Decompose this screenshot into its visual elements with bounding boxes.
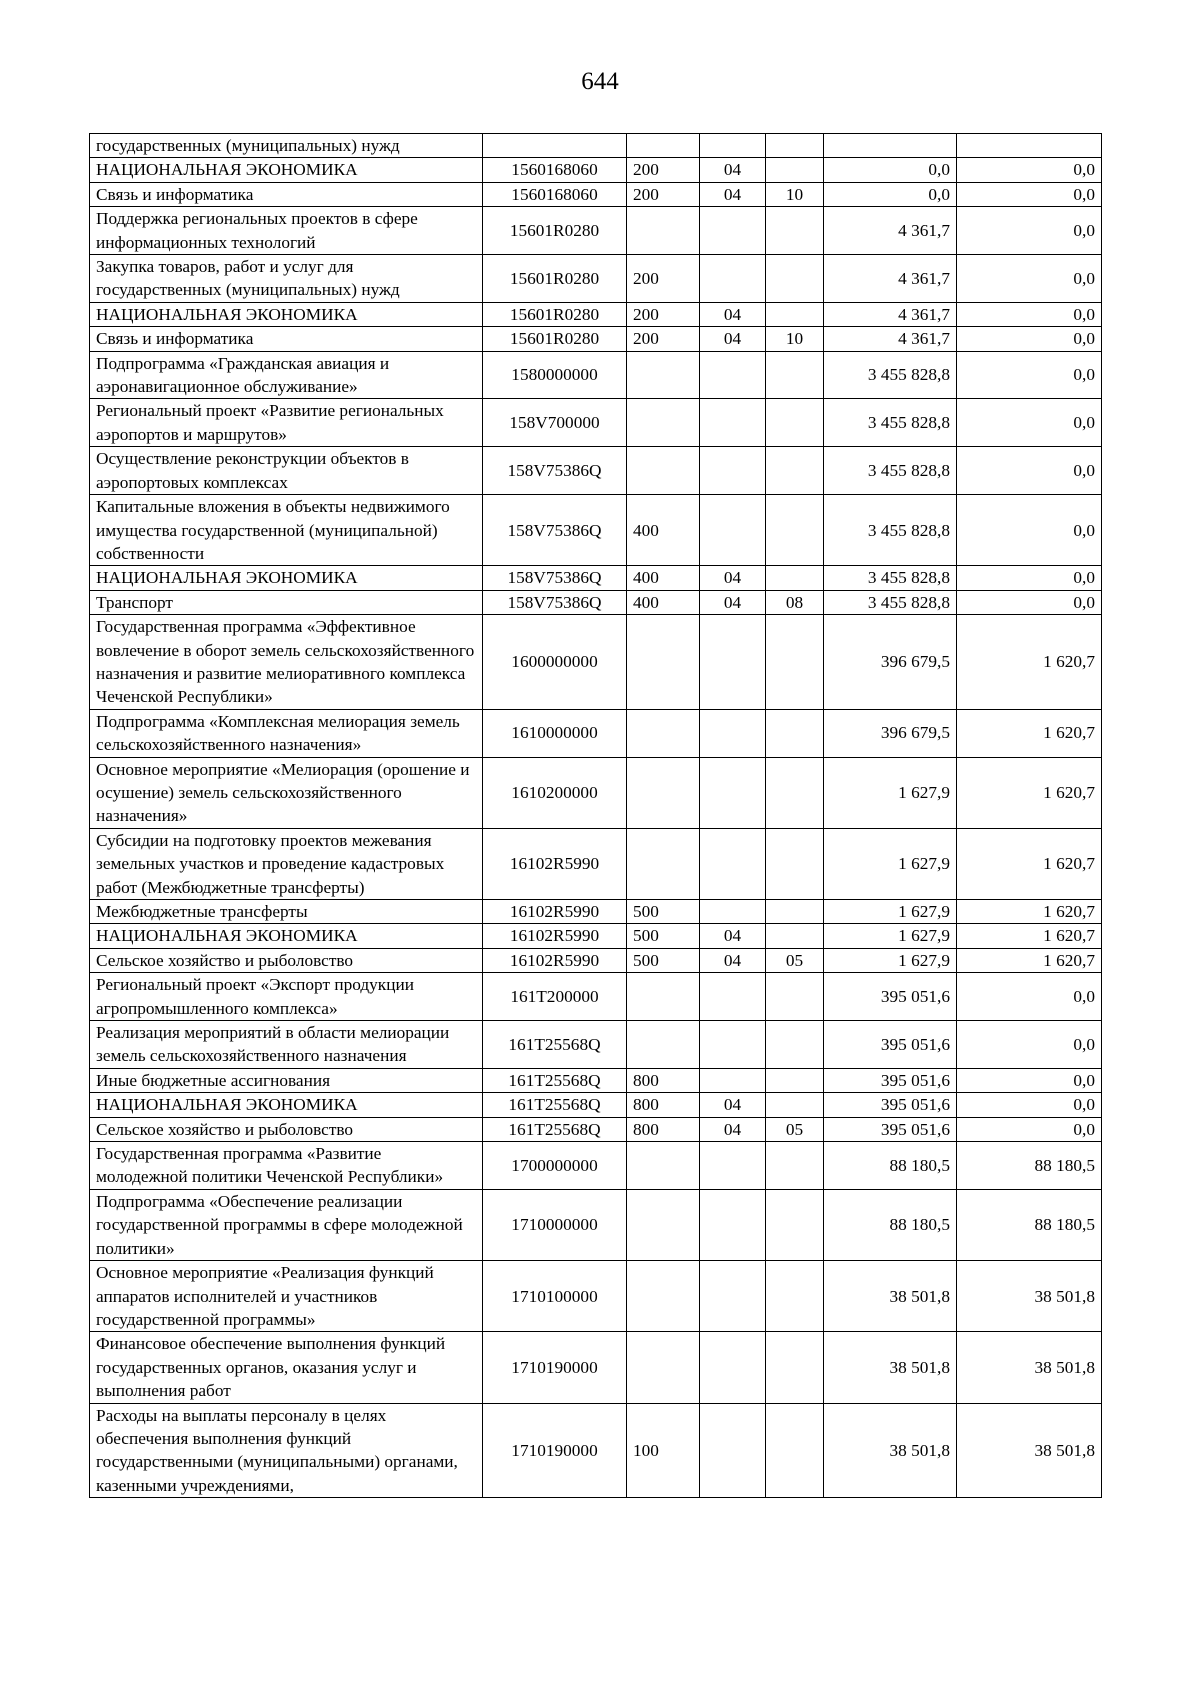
- expense-type-cell: [627, 757, 700, 828]
- section-cell: [700, 973, 766, 1021]
- amount-cell-1: 395 051,6: [824, 1117, 957, 1141]
- row-name-cell: Капитальные вложения в объекты недвижимого имущества государственной (муниципальной) собственности: [90, 495, 483, 566]
- section-cell: [700, 1403, 766, 1498]
- table-row: [90, 207, 1102, 255]
- subsection-cell: [766, 1068, 824, 1092]
- target-article-cell: 161T25568Q: [483, 1093, 627, 1117]
- section-cell: 04: [700, 182, 766, 206]
- amount-cell-1: 3 455 828,8: [824, 447, 957, 495]
- amount-cell-1: 395 051,6: [824, 1093, 957, 1117]
- target-article-cell: [483, 134, 627, 158]
- amount-cell-1: [824, 134, 957, 158]
- amount-cell-1: 395 051,6: [824, 1068, 957, 1092]
- section-cell: [700, 615, 766, 710]
- subsection-cell: 05: [766, 948, 824, 972]
- section-cell: [700, 709, 766, 757]
- expense-type-cell: 500: [627, 948, 700, 972]
- row-name-cell: Основное мероприятие «Реализация функций аппаратов исполнителей и участников государственной программы»: [90, 1261, 483, 1332]
- subsection-cell: [766, 709, 824, 757]
- amount-cell-1: 396 679,5: [824, 615, 957, 710]
- section-cell: [700, 1189, 766, 1260]
- row-name-cell: Региональный проект «Экспорт продукции агропромышленного комплекса»: [90, 973, 483, 1021]
- expense-type-cell: 800: [627, 1117, 700, 1141]
- section-cell: [700, 207, 766, 255]
- amount-cell-1: 1 627,9: [824, 757, 957, 828]
- amount-cell-1: 4 361,7: [824, 255, 957, 303]
- row-name-cell: Государственная программа «Эффективное вовлечение в оборот земель сельскохозяйственного назначения и развитие мелиоративного комплекса Чеченской Республики»: [90, 615, 483, 710]
- target-article-cell: 1710190000: [483, 1332, 627, 1403]
- row-name-cell: Основное мероприятие «Мелиорация (орошение и осушение) земель сельскохозяйственного назначения»: [90, 757, 483, 828]
- row-name-cell: Сельское хозяйство и рыболовство: [90, 1117, 483, 1141]
- amount-cell-2: 0,0: [957, 973, 1102, 1021]
- table-row: [90, 134, 1102, 158]
- amount-cell-2: 1 620,7: [957, 948, 1102, 972]
- subsection-cell: [766, 1021, 824, 1069]
- row-name-cell: Расходы на выплаты персоналу в целях обеспечения выполнения функций государственными (муниципальными) органами, казенными учреждениями,: [90, 1403, 483, 1498]
- target-article-cell: 1600000000: [483, 615, 627, 710]
- amount-cell-1: 4 361,7: [824, 327, 957, 351]
- section-cell: [700, 447, 766, 495]
- budget-table: [89, 133, 1102, 1498]
- target-article-cell: 1710100000: [483, 1261, 627, 1332]
- subsection-cell: [766, 158, 824, 182]
- expense-type-cell: [627, 709, 700, 757]
- target-article-cell: 158V75386Q: [483, 566, 627, 590]
- table-row: [90, 590, 1102, 614]
- amount-cell-1: 4 361,7: [824, 302, 957, 326]
- expense-type-cell: [627, 1021, 700, 1069]
- amount-cell-2: 0,0: [957, 590, 1102, 614]
- subsection-cell: 05: [766, 1117, 824, 1141]
- expense-type-cell: [627, 1332, 700, 1403]
- amount-cell-2: 0,0: [957, 399, 1102, 447]
- amount-cell-1: 1 627,9: [824, 948, 957, 972]
- amount-cell-1: 3 455 828,8: [824, 399, 957, 447]
- target-article-cell: 16102R5990: [483, 828, 627, 899]
- amount-cell-1: 1 627,9: [824, 828, 957, 899]
- table-row: [90, 900, 1102, 924]
- row-name-cell: Субсидии на подготовку проектов межевания земельных участков и проведение кадастровых работ (Межбюджетные трансферты): [90, 828, 483, 899]
- table-row: [90, 302, 1102, 326]
- expense-type-cell: 500: [627, 900, 700, 924]
- row-name-cell: Закупка товаров, работ и услуг для государственных (муниципальных) нужд: [90, 255, 483, 303]
- target-article-cell: 1610200000: [483, 757, 627, 828]
- section-cell: [700, 828, 766, 899]
- amount-cell-2: 0,0: [957, 351, 1102, 399]
- table-row: [90, 1261, 1102, 1332]
- section-cell: [700, 399, 766, 447]
- target-article-cell: 16102R5990: [483, 948, 627, 972]
- amount-cell-2: 38 501,8: [957, 1403, 1102, 1498]
- amount-cell-1: 3 455 828,8: [824, 351, 957, 399]
- subsection-cell: [766, 566, 824, 590]
- table-row: [90, 1189, 1102, 1260]
- section-cell: 04: [700, 1117, 766, 1141]
- target-article-cell: 16102R5990: [483, 924, 627, 948]
- section-cell: [700, 1068, 766, 1092]
- expense-type-cell: 800: [627, 1068, 700, 1092]
- section-cell: [700, 1332, 766, 1403]
- expense-type-cell: 200: [627, 255, 700, 303]
- table-row: [90, 948, 1102, 972]
- amount-cell-1: 0,0: [824, 182, 957, 206]
- section-cell: [700, 255, 766, 303]
- subsection-cell: [766, 924, 824, 948]
- target-article-cell: 161T200000: [483, 973, 627, 1021]
- section-cell: [700, 1142, 766, 1190]
- row-name-cell: Региональный проект «Развитие региональных аэропортов и маршрутов»: [90, 399, 483, 447]
- target-article-cell: 1610000000: [483, 709, 627, 757]
- amount-cell-2: 0,0: [957, 447, 1102, 495]
- target-article-cell: 16102R5990: [483, 900, 627, 924]
- row-name-cell: Сельское хозяйство и рыболовство: [90, 948, 483, 972]
- row-name-cell: Осуществление реконструкции объектов в аэропортовых комплексах: [90, 447, 483, 495]
- expense-type-cell: 400: [627, 590, 700, 614]
- row-name-cell: Подпрограмма «Обеспечение реализации государственной программы в сфере молодежной политики»: [90, 1189, 483, 1260]
- table-row: [90, 182, 1102, 206]
- row-name-cell: Финансовое обеспечение выполнения функций государственных органов, оказания услуг и выполнения работ: [90, 1332, 483, 1403]
- amount-cell-2: 1 620,7: [957, 709, 1102, 757]
- amount-cell-2: 0,0: [957, 1021, 1102, 1069]
- expense-type-cell: 400: [627, 495, 700, 566]
- amount-cell-2: 38 501,8: [957, 1332, 1102, 1403]
- section-cell: 04: [700, 1093, 766, 1117]
- amount-cell-2: 0,0: [957, 1068, 1102, 1092]
- row-name-cell: НАЦИОНАЛЬНАЯ ЭКОНОМИКА: [90, 158, 483, 182]
- target-article-cell: 161T25568Q: [483, 1068, 627, 1092]
- row-name-cell: Подпрограмма «Гражданская авиация и аэронавигационное обслуживание»: [90, 351, 483, 399]
- table-row: [90, 158, 1102, 182]
- row-name-cell: Связь и информатика: [90, 327, 483, 351]
- subsection-cell: [766, 1093, 824, 1117]
- table-row: [90, 1142, 1102, 1190]
- amount-cell-1: 38 501,8: [824, 1403, 957, 1498]
- amount-cell-2: 0,0: [957, 255, 1102, 303]
- subsection-cell: [766, 1261, 824, 1332]
- section-cell: [700, 351, 766, 399]
- subsection-cell: [766, 900, 824, 924]
- target-article-cell: 158V75386Q: [483, 590, 627, 614]
- target-article-cell: 1560168060: [483, 182, 627, 206]
- subsection-cell: [766, 207, 824, 255]
- amount-cell-1: 3 455 828,8: [824, 566, 957, 590]
- table-row: [90, 1068, 1102, 1092]
- section-cell: 04: [700, 948, 766, 972]
- table-row: [90, 1093, 1102, 1117]
- amount-cell-2: 1 620,7: [957, 900, 1102, 924]
- amount-cell-1: 4 361,7: [824, 207, 957, 255]
- row-name-cell: Государственная программа «Развитие молодежной политики Чеченской Республики»: [90, 1142, 483, 1190]
- expense-type-cell: [627, 1189, 700, 1260]
- expense-type-cell: 200: [627, 302, 700, 326]
- subsection-cell: 10: [766, 327, 824, 351]
- row-name-cell: Связь и информатика: [90, 182, 483, 206]
- subsection-cell: [766, 973, 824, 1021]
- section-cell: [700, 900, 766, 924]
- section-cell: [700, 757, 766, 828]
- expense-type-cell: [627, 1142, 700, 1190]
- row-name-cell: НАЦИОНАЛЬНАЯ ЭКОНОМИКА: [90, 1093, 483, 1117]
- amount-cell-1: 3 455 828,8: [824, 590, 957, 614]
- section-cell: [700, 134, 766, 158]
- table-row: [90, 1403, 1102, 1498]
- amount-cell-2: 0,0: [957, 207, 1102, 255]
- table-row: [90, 351, 1102, 399]
- section-cell: 04: [700, 566, 766, 590]
- expense-type-cell: [627, 1261, 700, 1332]
- section-cell: 04: [700, 924, 766, 948]
- amount-cell-2: 1 620,7: [957, 757, 1102, 828]
- table-row: [90, 709, 1102, 757]
- target-article-cell: 161T25568Q: [483, 1117, 627, 1141]
- table-body: [90, 134, 1102, 1498]
- section-cell: 04: [700, 158, 766, 182]
- table-row: [90, 828, 1102, 899]
- table-row: [90, 1021, 1102, 1069]
- section-cell: [700, 495, 766, 566]
- amount-cell-2: 88 180,5: [957, 1189, 1102, 1260]
- row-name-cell: Межбюджетные трансферты: [90, 900, 483, 924]
- table-row: [90, 566, 1102, 590]
- row-name-cell: Поддержка региональных проектов в сфере информационных технологий: [90, 207, 483, 255]
- amount-cell-2: 0,0: [957, 1117, 1102, 1141]
- row-name-cell: Подпрограмма «Комплексная мелиорация земель сельскохозяйственного назначения»: [90, 709, 483, 757]
- target-article-cell: 161T25568Q: [483, 1021, 627, 1069]
- table-row: [90, 327, 1102, 351]
- amount-cell-1: 88 180,5: [824, 1142, 957, 1190]
- subsection-cell: [766, 757, 824, 828]
- subsection-cell: [766, 399, 824, 447]
- subsection-cell: [766, 828, 824, 899]
- expense-type-cell: [627, 134, 700, 158]
- target-article-cell: 158V75386Q: [483, 447, 627, 495]
- amount-cell-1: 38 501,8: [824, 1261, 957, 1332]
- subsection-cell: [766, 447, 824, 495]
- row-name-cell: НАЦИОНАЛЬНАЯ ЭКОНОМИКА: [90, 566, 483, 590]
- amount-cell-2: 88 180,5: [957, 1142, 1102, 1190]
- section-cell: 04: [700, 590, 766, 614]
- page-number: 644: [581, 68, 619, 95]
- table-row: [90, 495, 1102, 566]
- target-article-cell: 15601R0280: [483, 327, 627, 351]
- target-article-cell: 1700000000: [483, 1142, 627, 1190]
- amount-cell-1: 38 501,8: [824, 1332, 957, 1403]
- expense-type-cell: 400: [627, 566, 700, 590]
- table-row: [90, 615, 1102, 710]
- amount-cell-2: 0,0: [957, 495, 1102, 566]
- subsection-cell: [766, 495, 824, 566]
- table-row: [90, 757, 1102, 828]
- section-cell: 04: [700, 327, 766, 351]
- amount-cell-2: 1 620,7: [957, 828, 1102, 899]
- subsection-cell: [766, 302, 824, 326]
- expense-type-cell: [627, 973, 700, 1021]
- subsection-cell: [766, 1403, 824, 1498]
- subsection-cell: [766, 1189, 824, 1260]
- amount-cell-2: 0,0: [957, 302, 1102, 326]
- target-article-cell: 15601R0280: [483, 302, 627, 326]
- expense-type-cell: 200: [627, 182, 700, 206]
- expense-type-cell: [627, 399, 700, 447]
- expense-type-cell: 200: [627, 327, 700, 351]
- table-row: [90, 973, 1102, 1021]
- expense-type-cell: 200: [627, 158, 700, 182]
- table-row: [90, 255, 1102, 303]
- section-cell: [700, 1261, 766, 1332]
- table-row: [90, 447, 1102, 495]
- row-name-cell: Транспорт: [90, 590, 483, 614]
- table-row: [90, 1117, 1102, 1141]
- table-row: [90, 1332, 1102, 1403]
- amount-cell-2: 1 620,7: [957, 615, 1102, 710]
- amount-cell-2: 1 620,7: [957, 924, 1102, 948]
- amount-cell-2: 38 501,8: [957, 1261, 1102, 1332]
- subsection-cell: [766, 1332, 824, 1403]
- row-name-cell: государственных (муниципальных) нужд: [90, 134, 483, 158]
- target-article-cell: 158V700000: [483, 399, 627, 447]
- amount-cell-2: 0,0: [957, 327, 1102, 351]
- row-name-cell: Иные бюджетные ассигнования: [90, 1068, 483, 1092]
- amount-cell-1: 88 180,5: [824, 1189, 957, 1260]
- row-name-cell: НАЦИОНАЛЬНАЯ ЭКОНОМИКА: [90, 302, 483, 326]
- amount-cell-2: [957, 134, 1102, 158]
- amount-cell-1: 1 627,9: [824, 924, 957, 948]
- expense-type-cell: 100: [627, 1403, 700, 1498]
- subsection-cell: [766, 134, 824, 158]
- amount-cell-1: 395 051,6: [824, 973, 957, 1021]
- table-row: [90, 399, 1102, 447]
- amount-cell-2: 0,0: [957, 566, 1102, 590]
- subsection-cell: 08: [766, 590, 824, 614]
- amount-cell-1: 1 627,9: [824, 900, 957, 924]
- amount-cell-1: 395 051,6: [824, 1021, 957, 1069]
- subsection-cell: [766, 255, 824, 303]
- amount-cell-2: 0,0: [957, 182, 1102, 206]
- subsection-cell: [766, 1142, 824, 1190]
- expense-type-cell: [627, 615, 700, 710]
- target-article-cell: 1710190000: [483, 1403, 627, 1498]
- expense-type-cell: 500: [627, 924, 700, 948]
- subsection-cell: [766, 351, 824, 399]
- expense-type-cell: [627, 351, 700, 399]
- amount-cell-2: 0,0: [957, 1093, 1102, 1117]
- amount-cell-1: 0,0: [824, 158, 957, 182]
- section-cell: [700, 1021, 766, 1069]
- subsection-cell: 10: [766, 182, 824, 206]
- amount-cell-1: 3 455 828,8: [824, 495, 957, 566]
- expense-type-cell: [627, 207, 700, 255]
- expense-type-cell: [627, 828, 700, 899]
- row-name-cell: НАЦИОНАЛЬНАЯ ЭКОНОМИКА: [90, 924, 483, 948]
- target-article-cell: 15601R0280: [483, 207, 627, 255]
- target-article-cell: 15601R0280: [483, 255, 627, 303]
- target-article-cell: 1710000000: [483, 1189, 627, 1260]
- expense-type-cell: 800: [627, 1093, 700, 1117]
- section-cell: 04: [700, 302, 766, 326]
- expense-type-cell: [627, 447, 700, 495]
- row-name-cell: Реализация мероприятий в области мелиорации земель сельскохозяйственного назначения: [90, 1021, 483, 1069]
- target-article-cell: 1580000000: [483, 351, 627, 399]
- target-article-cell: 158V75386Q: [483, 495, 627, 566]
- target-article-cell: 1560168060: [483, 158, 627, 182]
- table-row: [90, 924, 1102, 948]
- amount-cell-1: 396 679,5: [824, 709, 957, 757]
- amount-cell-2: 0,0: [957, 158, 1102, 182]
- subsection-cell: [766, 615, 824, 710]
